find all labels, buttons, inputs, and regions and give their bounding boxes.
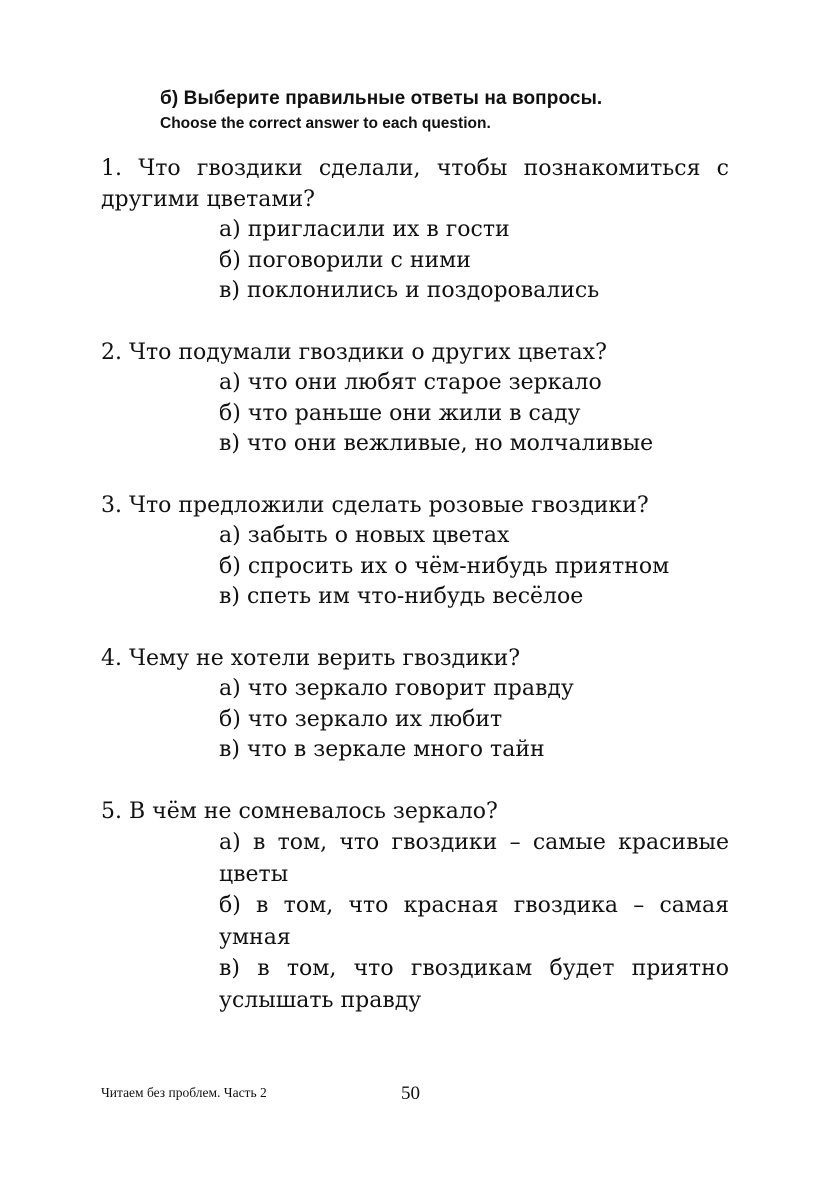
question-3 xyxy=(101,491,729,613)
footer-book-title: Читаем без проблем. Часть 2 xyxy=(101,1085,267,1100)
answer-option: в) в том, что гвоздикам будет приятно услышать правду xyxy=(219,956,729,1013)
answer-option: в) что в зеркале много тайн xyxy=(219,737,545,762)
question-text: 3. Что предложили сделать розовые гвоздики? xyxy=(101,492,649,518)
answer-option: б) что раньше они жили в саду xyxy=(219,400,581,426)
instruction-english: Choose the correct answer to each question. xyxy=(160,115,491,132)
answer-option: в) спеть им что-нибудь весёлое xyxy=(219,584,584,609)
answer-option: в) поклонились и поздоровались xyxy=(219,278,600,303)
question-text: 2. Что подумали гвоздики о других цветах? xyxy=(101,339,607,365)
answer-option: а) что они любят старое зеркало xyxy=(219,370,602,395)
answer-option: а) в том, что гвоздики – самые красивые цветы xyxy=(219,830,729,887)
page-number: 50 xyxy=(401,1083,420,1104)
answer-option: б) в том, что красная гвоздика – самая умная xyxy=(219,893,729,950)
question-text: 5. В чём не сомневалось зеркало? xyxy=(101,798,498,824)
question-2 xyxy=(101,338,729,460)
instructions xyxy=(160,86,602,135)
question-1 xyxy=(101,154,729,307)
question-text: 1. Что гвоздики сделали, чтобы познакомиться с другими цветами? xyxy=(101,156,729,212)
answer-option: в) что они вежливые, но молчаливые xyxy=(219,431,654,456)
answer-option: а) что зеркало говорит правду xyxy=(219,676,574,701)
question-5 xyxy=(101,797,729,1017)
question-list xyxy=(101,154,729,1047)
instruction-russian: б) Выберите правильные ответы на вопросы. xyxy=(160,88,603,109)
answer-option: а) забыть о новых цветах xyxy=(219,523,510,548)
question-text: 4. Чему не хотели верить гвоздики? xyxy=(101,645,521,671)
answer-option: б) поговорили с ними xyxy=(219,247,471,273)
answer-option: б) что зеркало их любит xyxy=(219,706,503,732)
question-4 xyxy=(101,644,729,766)
answer-option: а) пригласили их в гости xyxy=(219,217,510,242)
answer-option: б) спросить их о чём-нибудь приятном xyxy=(219,553,670,579)
